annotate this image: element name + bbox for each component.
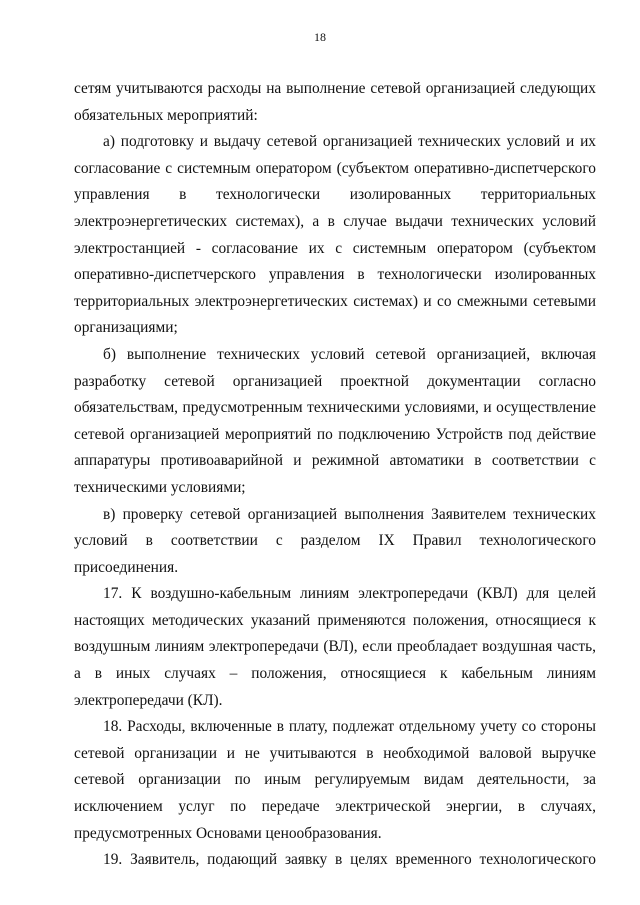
paragraph-item-v: в) проверку сетевой организацией выполнения Заявителем технических условий в соответствии с разделом IX Правил технологического присоединения.: [74, 505, 596, 576]
paragraph-item-b: б) выполнение технических условий сетевой организацией, включая разработку сетевой организацией проектной документации согласно обязательствам, предусмотренным техническими условиями, и осуществление сетевой организацией мероприятий по подключению Устройств под действие аппаратуры противоаварийной и режимной автоматики в соответствии с техническими условиями;: [74, 345, 596, 496]
page-number: 18: [314, 30, 326, 44]
document-body: [74, 76, 596, 874]
paragraph-18: 18. Расходы, включенные в плату, подлежат отдельному учету со стороны сетевой организации и не учитываются в необходимой валовой выручке сетевой организации по иным регулируемым видам деятельности, за исключением услуг по передаче электрической энергии, в случаях, предусмотренных Основами ценообразования.: [74, 718, 596, 842]
paragraph-19: 19. Заявитель, подающий заявку в целях временного технологического: [103, 851, 596, 869]
paragraph-continuation: сетям учитываются расходы на выполнение сетевой организацией следующих обязательных мероприятий:: [74, 80, 596, 124]
paragraph-item-a: а) подготовку и выдачу сетевой организацией технических условий и их согласование с системным оператором (субъектом оперативно-диспетчерского управления в технологически изолированных территориальных электроэнергетических системах), а в случае выдачи технических условий электростанцией - согласование их с системным оператором (субъектом оперативно-диспетчерского управления в технологически изолированных территориальных электроэнергетических системах) и со смежными сетевыми организациями;: [74, 133, 596, 337]
paragraph-17: 17. К воздушно-кабельным линиям электропередачи (КВЛ) для целей настоящих методических указаний применяются положения, относящиеся к воздушным линиям электропередачи (ВЛ), если преобладает воздушная часть, а в иных случаях – положения, относящиеся к кабельным линиям электропередачи (КЛ).: [74, 585, 596, 709]
